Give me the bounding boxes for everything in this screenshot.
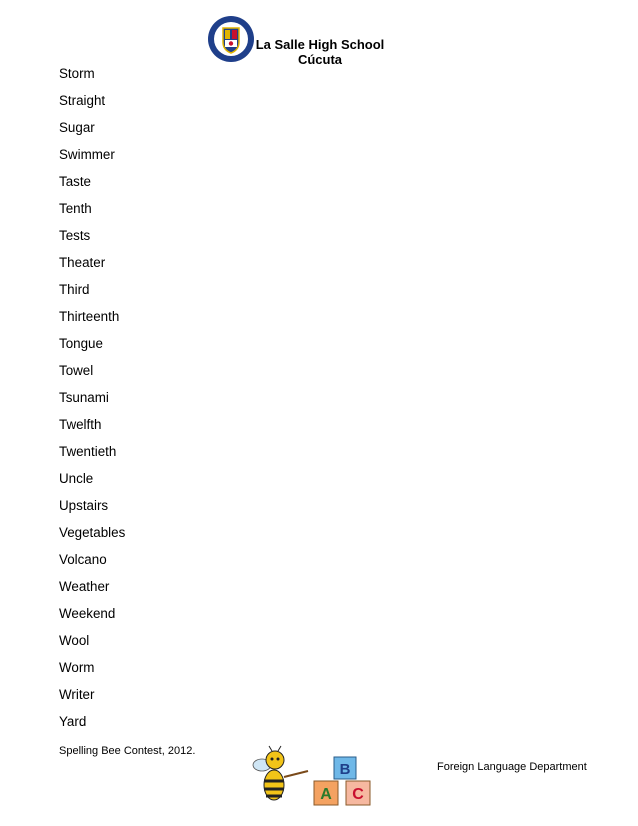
page-header (0, 0, 638, 70)
bee-with-abc-blocks-icon (248, 745, 378, 811)
word-item: Swimmer (59, 147, 115, 162)
school-name: La Salle High School (255, 37, 385, 52)
word-item: Tests (59, 228, 91, 243)
word-item: Twentieth (59, 444, 117, 459)
word-item: Thirteenth (59, 309, 120, 324)
word-item: Taste (59, 174, 92, 189)
word-item: Storm (59, 66, 95, 81)
word-item: Weekend (59, 606, 116, 621)
word-item: Volcano (59, 552, 107, 567)
word-item: Writer (59, 687, 95, 702)
word-item: Towel (59, 363, 94, 378)
word-item: Worm (59, 660, 95, 675)
word-item: Third (59, 282, 90, 297)
word-item: Tsunami (59, 390, 109, 405)
word-item: Theater (59, 255, 106, 270)
word-item: Uncle (59, 471, 94, 486)
word-item: Yard (59, 714, 87, 729)
svg-text:B: B (339, 761, 351, 778)
word-item: Wool (59, 633, 90, 648)
spelling-word-list (59, 65, 125, 740)
word-item: Twelfth (59, 417, 102, 432)
svg-text:A: A (320, 786, 332, 803)
word-item: Sugar (59, 120, 95, 135)
department-caption: Foreign Language Department (437, 761, 587, 773)
word-item: Tongue (59, 336, 103, 351)
word-item: Upstairs (59, 498, 109, 513)
school-city: Cúcuta (297, 52, 343, 67)
la-salle-crest-icon (206, 15, 256, 63)
contest-caption: Spelling Bee Contest, 2012. (59, 745, 196, 757)
word-item: Straight (59, 93, 106, 108)
word-item: Weather (59, 579, 110, 594)
school-title (250, 37, 390, 67)
word-item: Vegetables (59, 525, 126, 540)
svg-text:C: C (352, 786, 364, 803)
word-item: Tenth (59, 201, 92, 216)
